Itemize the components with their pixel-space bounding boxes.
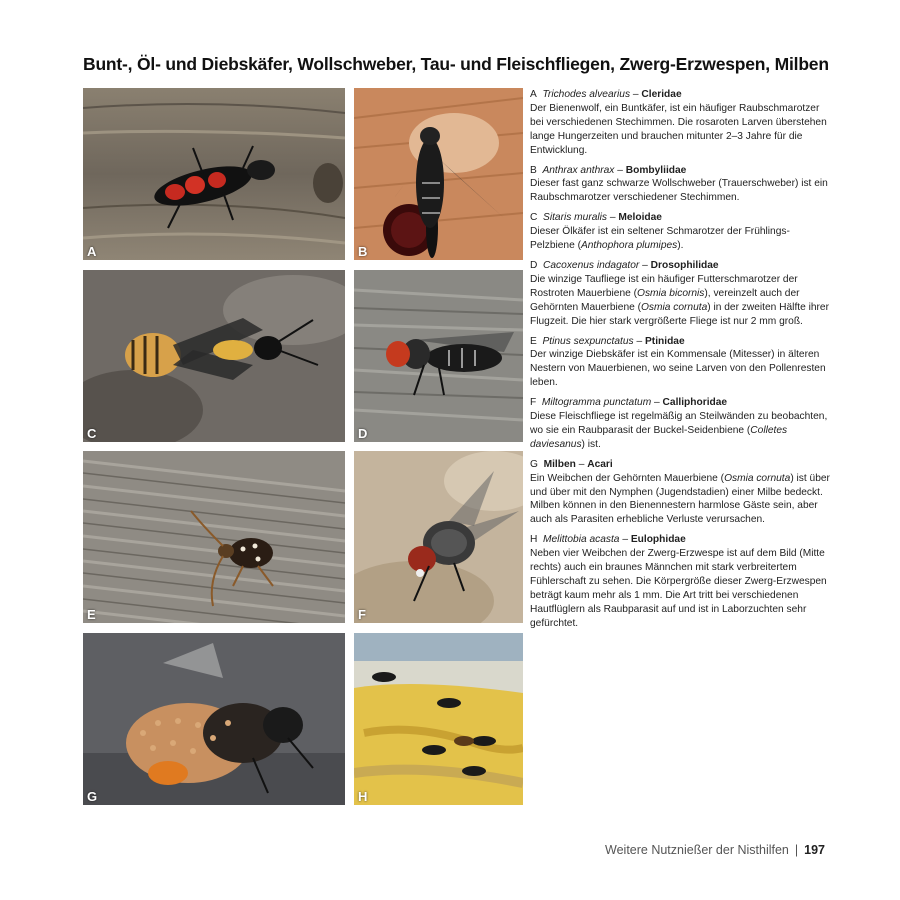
photo-b bbox=[354, 88, 523, 260]
caption-family: Acari bbox=[587, 458, 613, 470]
photo-c-image bbox=[83, 270, 345, 442]
caption-body bbox=[530, 273, 830, 329]
caption-family: Bombyliidae bbox=[625, 164, 687, 176]
photo-g-image bbox=[83, 633, 345, 805]
page-number: 197 bbox=[804, 843, 825, 857]
footer-separator: | bbox=[794, 843, 799, 857]
caption-family: Calliphoridae bbox=[662, 397, 728, 409]
caption-species-ref: Osmia bicornis bbox=[637, 287, 705, 299]
caption-body bbox=[530, 225, 830, 253]
caption-body bbox=[530, 410, 830, 452]
caption-body bbox=[530, 177, 830, 205]
caption-b: B Anthrax anthrax – Bombyliidae Dieser fast ganz schwarze Wollschweber (Trauerschweber) ist ein Raubschmarotzer verschiedener Stechimmen. bbox=[530, 164, 830, 206]
caption-text: ) ist. bbox=[581, 438, 601, 450]
caption-letter: E bbox=[530, 335, 537, 347]
caption-letter: A bbox=[530, 89, 537, 100]
caption-sci-name: Anthrax anthrax bbox=[542, 164, 615, 176]
caption-sci-name: Trichodes alvearius bbox=[542, 89, 631, 100]
caption-sci-name: Miltogramma punctatum bbox=[541, 397, 652, 409]
photo-b-image bbox=[354, 88, 523, 260]
photo-d-image bbox=[354, 270, 523, 442]
caption-text: Dieser Ölkäfer ist ein seltener Schmarotzer der Frühlings-Pelzbiene ( bbox=[530, 226, 790, 252]
photo-e-image bbox=[83, 451, 345, 623]
caption-text: ). bbox=[677, 240, 684, 252]
photo-b-label: B bbox=[358, 244, 368, 259]
caption-text: Dieser fast ganz schwarze Wollschweber (Trauerschweber) ist ein Raubschmarotzer verschiedener Stechimmen. bbox=[530, 178, 828, 204]
photo-f bbox=[354, 451, 523, 623]
caption-letter: C bbox=[530, 212, 538, 224]
photo-c bbox=[83, 270, 345, 442]
photo-f-label: F bbox=[358, 607, 366, 622]
caption-species-ref: Anthophora plumipes bbox=[580, 240, 678, 252]
caption-letter: D bbox=[530, 259, 538, 271]
page-footer bbox=[605, 843, 825, 857]
caption-text: ), vereinzelt auch der Gehörnten Mauerbiene ( bbox=[530, 287, 800, 313]
caption-sci-name: Cacoxenus indagator bbox=[543, 259, 640, 271]
caption-text: Neben vier Weibchen der Zwerg-Erzwespe ist auf dem Bild (Mitte rechts) auch ein braunes Männchen mit stark verbreitertem Fühlerschaft zu sehen. Die Körpergröße dieser Zwerg-Erzwespen beträgt kaum mehr als 1 mm. Die Art tritt bei verschiedenen Hautflüglern als Raubparasit auf und ist in Laborzuchten sehr gefürchtet. bbox=[530, 548, 827, 629]
photo-d bbox=[354, 270, 523, 442]
caption-family: Drosophilidae bbox=[650, 259, 719, 271]
caption-text: Der Bienenwolf, ein Buntkäfer, ist ein häufiger Raubschmarotzer bei verschiedenen Stechimmen. Die rosaroten Larven überstehen lange Hungerzeiten und brauchen mitunter 2–3 Jahre für die Entwicklung. bbox=[530, 102, 827, 156]
photo-a bbox=[83, 88, 345, 260]
caption-text: Ein Weibchen der Gehörnten Mauerbiene ( bbox=[530, 472, 725, 484]
caption-h: H Melittobia acasta – Eulophidae Neben vier Weibchen der Zwerg-Erzwespe ist auf dem Bild (Mitte rechts) auch ein braunes Männchen mit stark verbreitertem Fühlerschaft zu sehen. Die Körpergröße dieser Zwerg-Erzwespen beträgt kaum mehr als 1 mm. Die Art tritt bei verschiedenen Hautflüglern als Raubparasit auf und ist in Laborzuchten sehr gefürchtet. bbox=[530, 533, 830, 630]
photo-h-label: H bbox=[358, 789, 368, 804]
photo-h-image bbox=[354, 633, 523, 805]
photo-d-label: D bbox=[358, 426, 368, 441]
caption-family: Cleridae bbox=[641, 89, 682, 100]
photo-a-label: A bbox=[87, 244, 97, 259]
photo-e bbox=[83, 451, 345, 623]
caption-bold-name: Milben bbox=[543, 458, 576, 470]
photo-a-image bbox=[83, 88, 345, 260]
caption-letter: G bbox=[530, 458, 538, 470]
caption-body bbox=[530, 547, 830, 630]
photo-f-image bbox=[354, 451, 523, 623]
caption-sci-name: Melittobia acasta bbox=[543, 534, 620, 546]
caption-c: C Sitaris muralis – Meloidae Dieser Ölkäfer ist ein seltener Schmarotzer der Frühlings-Pelzbiene (Anthophora plumipes). bbox=[530, 211, 830, 253]
caption-d: D Cacoxenus indagator – Drosophilidae Die winzige Taufliege ist ein häufiger Futterschmarotzer der Rostroten Mauerbiene (Osmia bicornis), vereinzelt auch der Gehörnten Mauerbiene (Osmia cornuta) in der zweiten Hälfte ihrer Flugzeit. Die hier stark vergrößerte Fliege ist nur 2 mm groß. bbox=[530, 259, 829, 327]
caption-f: F Miltogramma punctatum – Calliphoridae Diese Fleischfliege ist regelmäßig an Steilwänden zu beobachten, wo sie ein Raubparasit der Buckel-Seidenbiene (Colletes daviesanus) ist. bbox=[530, 396, 830, 452]
caption-letter: H bbox=[530, 534, 538, 546]
caption-family: Eulophidae bbox=[630, 534, 686, 546]
caption-body bbox=[530, 348, 830, 390]
caption-species-ref: Colletes daviesanus bbox=[530, 424, 788, 450]
caption-body bbox=[530, 472, 830, 528]
caption-text: ) in der zweiten Hälfte ihrer Flugzeit. Die hier stark vergrößerte Fliege ist nur 2 mm groß. bbox=[530, 301, 829, 327]
caption-g: G Milben – Acari Ein Weibchen der Gehörnten Mauerbiene (Osmia cornuta) ist über und über mit den Nymphen (Jugendstadien) einer Milbe bedeckt. Milben können in den Bienennestern harmlose Gäste sein, aber auch als Parasiten erhebliche Verluste verursachen. bbox=[530, 458, 830, 526]
photo-e-label: E bbox=[87, 607, 96, 622]
caption-text: Die winzige Taufliege ist ein häufiger Futterschmarotzer der Rostroten Mauerbiene ( bbox=[530, 273, 798, 299]
caption-text: Der winzige Diebskäfer ist ein Kommensale (Mitesser) in älteren Nestern von Mauerbienen, wo seine Larven von den Pollenresten leben. bbox=[530, 349, 826, 389]
caption-species-ref: Osmia cornuta bbox=[641, 301, 708, 313]
caption-a: A Trichodes alvearius – Cleridae Der Bienenwolf, ein Buntkäfer, ist ein häufiger Raubschmarotzer bei verschiedenen Stechimmen. Die rosaroten Larven überstehen lange Hungerzeiten und brauchen mitunter 2–3 Jahre für die Entwicklung. bbox=[530, 88, 830, 158]
footer-section-title: Weitere Nutznießer der Nisthilfen bbox=[605, 843, 789, 857]
photo-h bbox=[354, 633, 523, 805]
caption-letter: F bbox=[530, 397, 537, 409]
captions-column bbox=[530, 88, 830, 637]
caption-text: Diese Fleischfliege ist regelmäßig an Steilwänden zu beobachten, wo sie ein Raubparasit der Buckel-Seidenbiene ( bbox=[530, 411, 828, 436]
photo-g bbox=[83, 633, 345, 805]
photo-g-label: G bbox=[87, 789, 98, 804]
photo-c-label: C bbox=[87, 426, 97, 441]
caption-letter: B bbox=[530, 164, 537, 176]
caption-e: E Ptinus sexpunctatus – Ptinidae Der winzige Diebskäfer ist ein Kommensale (Mitesser) in älteren Nestern von Mauerbienen, wo seine Larven von den Pollenresten leben. bbox=[530, 335, 830, 391]
page-title: Bunt-, Öl- und Diebskäfer, Wollschweber, Tau- und Fleischfliegen, Zwerg-Erzwespen, Milben bbox=[83, 54, 829, 74]
caption-family: Meloidae bbox=[618, 212, 662, 224]
caption-sci-name: Sitaris muralis bbox=[543, 212, 607, 224]
caption-body bbox=[530, 102, 830, 158]
caption-species-ref: Osmia cornuta bbox=[724, 472, 791, 484]
caption-sci-name: Ptinus sexpunctatus bbox=[542, 335, 634, 347]
caption-family: Ptinidae bbox=[645, 335, 685, 347]
caption-text: ) ist über und über mit den Nymphen (Jugendstadien) einer Milbe bedeckt. Milben können in den Bienennestern harmlose Gäste sein, aber auch als Parasiten erhebliche Verluste verursachen. bbox=[530, 472, 830, 526]
